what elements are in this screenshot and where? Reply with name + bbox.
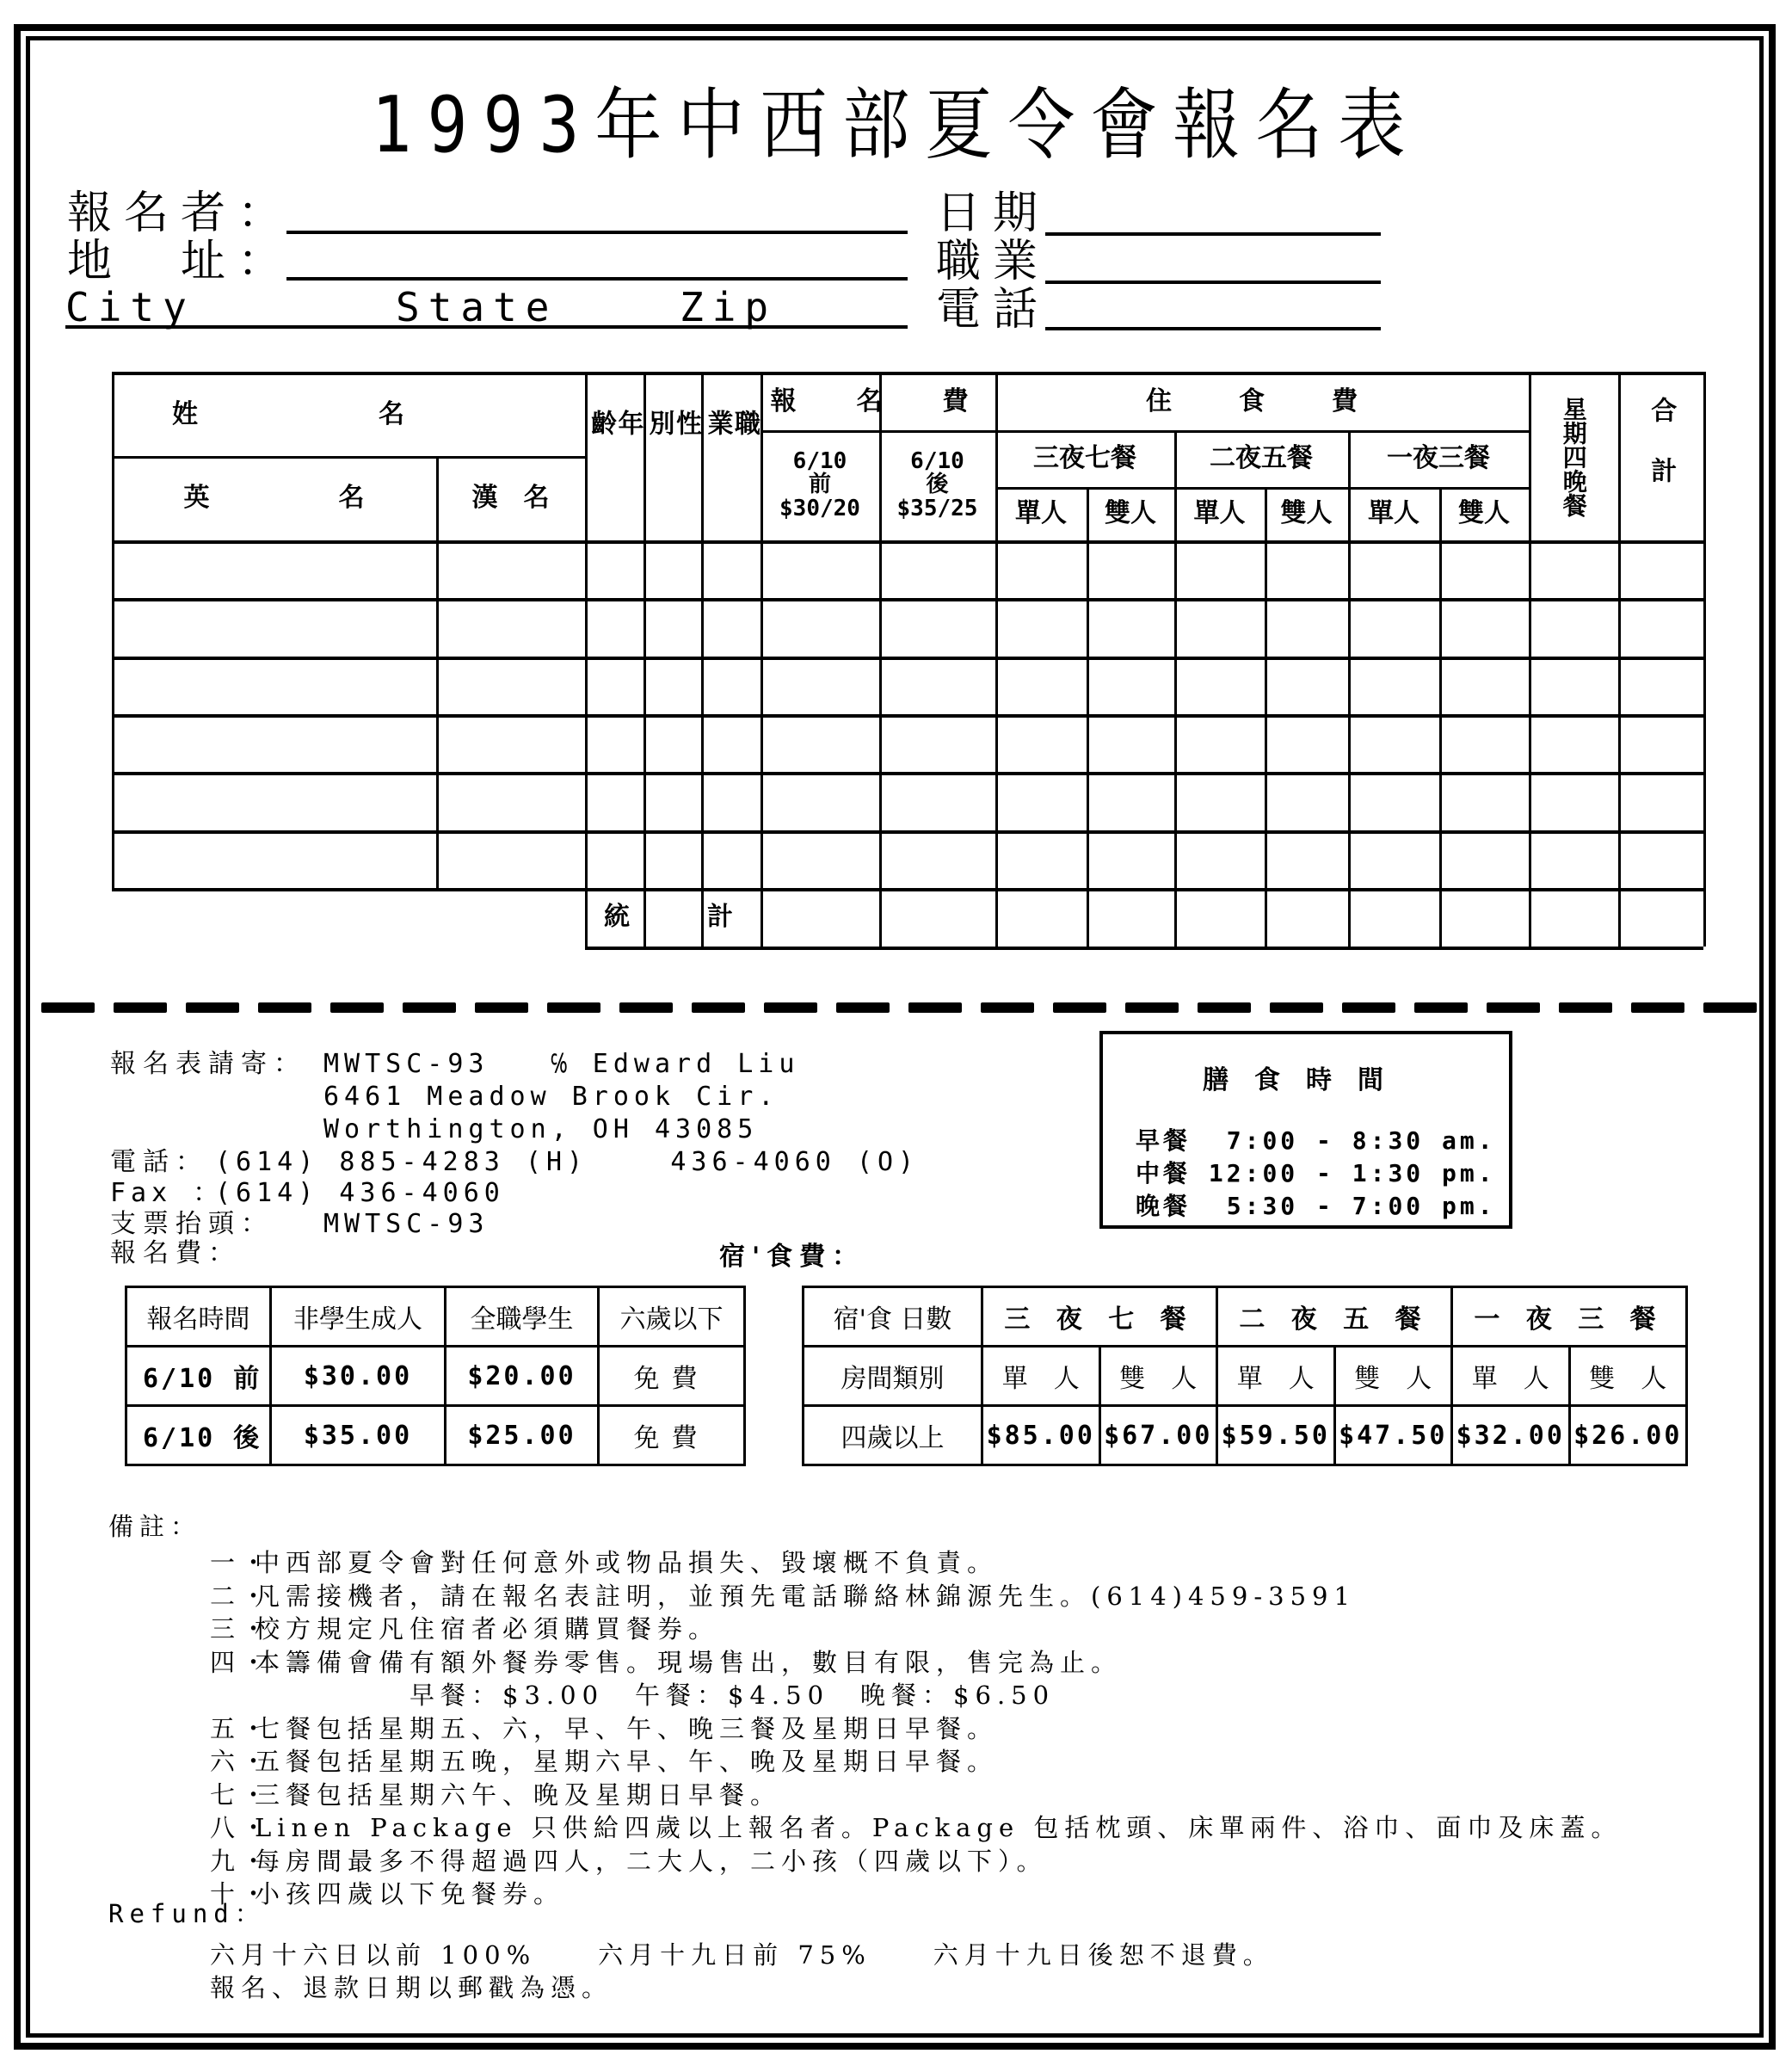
single-header: 單人 [1015, 498, 1067, 529]
entry-cell[interactable] [761, 830, 879, 888]
dash-segment [114, 1002, 167, 1013]
entry-cell[interactable] [1529, 598, 1618, 656]
grid-line [1265, 487, 1267, 947]
grid-line [1174, 430, 1177, 947]
grid-line [112, 714, 1703, 718]
summary-cell[interactable] [879, 888, 995, 947]
entry-cell[interactable] [585, 598, 644, 656]
note-item [210, 1813, 1623, 1842]
entry-cell[interactable] [1174, 714, 1265, 772]
dash-segment [1703, 1002, 1757, 1013]
date-label: 日期 [936, 188, 1050, 239]
price-cell: $32.00 [1452, 1406, 1570, 1465]
reg-fee-label: 報名費： [110, 1238, 241, 1268]
entry-cell[interactable] [1439, 657, 1529, 714]
grid-line [1529, 372, 1531, 947]
grid-line [112, 888, 1703, 891]
entry-cell[interactable] [701, 830, 761, 888]
entry-cell[interactable] [1439, 540, 1529, 598]
dash-segment [1125, 1002, 1179, 1013]
dash-segment [764, 1002, 817, 1013]
note-text: 校方規定凡住宿者必須購買餐券。 [255, 1614, 720, 1644]
double-header: 雙人 [1105, 498, 1156, 529]
entry-cell[interactable] [112, 714, 436, 772]
meal-time: 5:30 - 7:00 pm. [1208, 1192, 1496, 1220]
entry-cell[interactable] [1174, 598, 1265, 656]
board-fee-label: 宿'食費： [719, 1242, 865, 1272]
meal-name: 中餐 [1136, 1159, 1192, 1187]
cell: 6/10 後 [126, 1406, 271, 1465]
grid-line [1618, 372, 1621, 947]
entry-cell[interactable] [995, 598, 1087, 656]
header-cell: 宿'食 日數 [804, 1287, 982, 1347]
note-item [210, 1647, 1123, 1677]
table-row [804, 1347, 1687, 1406]
entry-cell[interactable] [1265, 598, 1348, 656]
note-item [210, 1548, 999, 1577]
dash-segment [258, 1002, 311, 1013]
note-number: 一・ [210, 1548, 273, 1577]
entry-cell[interactable] [1439, 714, 1529, 772]
grid-line [761, 372, 763, 947]
dash-segment [1631, 1002, 1684, 1013]
entry-cell[interactable] [1618, 830, 1703, 888]
grid-line [112, 372, 114, 888]
dash-segment [403, 1002, 456, 1013]
entry-cell[interactable] [1618, 657, 1703, 714]
board-fee-header: 住 食 費 [1146, 386, 1378, 417]
entry-cell[interactable] [1348, 714, 1439, 772]
summary-row-label: 統 計 [604, 902, 742, 933]
summary-cell[interactable] [1174, 888, 1265, 947]
refund-line2: 報名、退款日期以郵戳為憑。 [210, 1973, 613, 2002]
dash-segment [186, 1002, 239, 1013]
table-row [804, 1406, 1687, 1465]
entry-cell[interactable] [436, 657, 585, 714]
note-number: 十・ [210, 1879, 273, 1909]
entry-cell[interactable] [644, 540, 701, 598]
dash-segment [908, 1002, 962, 1013]
meal-name: 早餐 [1136, 1126, 1192, 1155]
entry-cell[interactable] [1265, 540, 1348, 598]
fax-value: (614) 436-4060 [215, 1178, 505, 1208]
city-label: City [65, 284, 195, 330]
entry-cell[interactable] [585, 714, 644, 772]
dash-segment [619, 1002, 673, 1013]
notes-label: 備註： [108, 1512, 202, 1541]
cell: 免費 [599, 1347, 745, 1406]
pkg-3n7m-header: 三夜七餐 [1033, 443, 1136, 474]
entry-cell[interactable] [995, 714, 1087, 772]
grid-line [112, 772, 1703, 775]
entry-cell[interactable] [585, 540, 644, 598]
meal-time: 12:00 - 1:30 pm. [1208, 1159, 1496, 1187]
entry-cell[interactable] [1618, 598, 1703, 656]
note-text: 三餐包括星期六午、晚及星期日早餐。 [255, 1779, 782, 1810]
grid-line [644, 372, 646, 947]
meal-name: 晚餐 [1136, 1192, 1192, 1220]
pkg-1n3m-header: 一夜三餐 [1387, 443, 1490, 474]
summary-cell[interactable] [1529, 888, 1618, 947]
package-header: 三 夜 七 餐 [982, 1287, 1217, 1347]
header-cell: 六歲以下 [599, 1287, 745, 1347]
entry-cell[interactable] [761, 772, 879, 829]
grid-line [585, 947, 1703, 950]
summary-cell[interactable] [761, 888, 879, 947]
note-text: 每房間最多不得超過四人，二大人，二小孩（四歲以下）。 [255, 1846, 1048, 1876]
entry-cell[interactable] [879, 830, 995, 888]
dash-segment [1342, 1002, 1395, 1013]
entry-cell[interactable] [995, 657, 1087, 714]
grid-line [436, 456, 439, 888]
entry-cell[interactable] [1618, 772, 1703, 829]
note-text: 七餐包括星期五、六，早、午、晚三餐及星期日早餐。 [255, 1713, 999, 1743]
reg-after-header: 6/10 後 $35/25 [896, 448, 978, 521]
english-name-header: 英 名 [183, 483, 365, 514]
occupation-header: 職業 [702, 410, 760, 504]
cell: $25.00 [446, 1406, 599, 1465]
entry-cell[interactable] [701, 657, 761, 714]
room-type-cell: 雙 人 [1334, 1347, 1452, 1406]
entry-cell[interactable] [879, 714, 995, 772]
price-cell: $85.00 [982, 1406, 1100, 1465]
entry-cell[interactable] [1439, 830, 1529, 888]
note-number: 八・ [210, 1813, 273, 1842]
note-number: 六・ [210, 1747, 273, 1776]
table-row [126, 1406, 745, 1465]
entry-cell[interactable] [1265, 830, 1348, 888]
meal-time-row [1136, 1122, 1496, 1156]
summary-cell[interactable] [1087, 888, 1174, 947]
dash-segment [1559, 1002, 1612, 1013]
entry-cell[interactable] [644, 830, 701, 888]
price-cell: $47.50 [1334, 1406, 1452, 1465]
entry-cell[interactable] [1087, 598, 1174, 656]
note-text: 五餐包括星期五晚，星期六早、午、晚及星期日早餐。 [255, 1747, 999, 1776]
header-cell: 非學生成人 [271, 1287, 446, 1347]
entry-cell[interactable] [1174, 830, 1265, 888]
meal-times-box [1099, 1031, 1512, 1229]
gender-header: 性別 [644, 410, 701, 504]
entry-cell[interactable] [436, 540, 585, 598]
send-to-line1: MWTSC-93 ℅ Edward Liu [323, 1049, 800, 1079]
note-item [210, 1779, 782, 1810]
entry-cell[interactable] [1348, 598, 1439, 656]
entry-cell[interactable] [585, 657, 644, 714]
note-number: 七・ [210, 1779, 273, 1810]
entry-cell[interactable] [436, 714, 585, 772]
header-cell: 全職學生 [446, 1287, 599, 1347]
entry-cell[interactable] [701, 540, 761, 598]
single-header: 單人 [1193, 498, 1246, 529]
note-number: 四・ [210, 1647, 273, 1677]
phone-info-value: (614) 885-4283 (H) 436-4060 (O) [215, 1147, 920, 1177]
entry-cell[interactable] [1087, 830, 1174, 888]
price-cell: $59.50 [1217, 1406, 1335, 1465]
header-cell: 房間類別 [804, 1347, 982, 1406]
grid-line [1439, 487, 1442, 947]
occupation-label: 職業 [936, 236, 1050, 287]
entry-cell[interactable] [1439, 772, 1529, 829]
entry-cell[interactable] [701, 714, 761, 772]
grid-line [995, 372, 998, 947]
room-type-cell: 單 人 [982, 1347, 1100, 1406]
entry-cell[interactable] [1087, 772, 1174, 829]
meal-time-row [1136, 1155, 1496, 1189]
dash-segment [836, 1002, 890, 1013]
entry-cell[interactable] [1265, 714, 1348, 772]
total-header: 合計 [1646, 397, 1677, 517]
note-number: 二・ [210, 1581, 273, 1611]
entry-cell[interactable] [995, 540, 1087, 598]
entry-cell[interactable] [995, 772, 1087, 829]
grid-line [701, 372, 704, 947]
grid-line [112, 456, 585, 459]
table-row [126, 1287, 745, 1347]
entry-cell[interactable] [1348, 657, 1439, 714]
dash-segment [1198, 1002, 1251, 1013]
dash-segment [1487, 1002, 1540, 1013]
phone-info-label: 電話： [110, 1147, 208, 1177]
note-text: 本籌備會備有額外餐券零售。現場售出，數目有限，售完為止。 [255, 1647, 1123, 1677]
entry-cell[interactable] [1529, 540, 1618, 598]
grid-line [112, 657, 1703, 660]
entry-cell[interactable] [1348, 772, 1439, 829]
dash-segment [1414, 1002, 1468, 1013]
room-type-cell: 雙 人 [1569, 1347, 1687, 1406]
entry-cell[interactable] [1174, 772, 1265, 829]
entry-cell[interactable] [1174, 657, 1265, 714]
room-type-cell: 單 人 [1452, 1347, 1570, 1406]
entry-cell[interactable] [879, 657, 995, 714]
table-row [126, 1347, 745, 1406]
header-cell: 四歲以上 [804, 1406, 982, 1465]
double-header: 雙人 [1458, 498, 1510, 529]
dash-segment [981, 1002, 1034, 1013]
entry-cell[interactable] [585, 772, 644, 829]
grid-line [879, 372, 882, 947]
dash-segment [330, 1002, 384, 1013]
entry-cell[interactable] [644, 772, 701, 829]
name-header [112, 373, 585, 456]
entry-cell[interactable] [1529, 657, 1618, 714]
entry-cell[interactable] [761, 598, 879, 656]
entry-cell[interactable] [644, 598, 701, 656]
entry-cell[interactable] [761, 714, 879, 772]
cell: $35.00 [271, 1406, 446, 1465]
note-item [210, 1713, 999, 1743]
header-cell: 報名時間 [126, 1287, 271, 1347]
dash-segment [1053, 1002, 1106, 1013]
form-title: 1993年中西部夏令會報名表 [371, 81, 1421, 170]
grid-line [112, 372, 1703, 375]
entry-cell[interactable] [436, 830, 585, 888]
entry-cell[interactable] [1618, 714, 1703, 772]
note-item [210, 1749, 998, 1774]
send-to-line2: 6461 Meadow Brook Cir. [323, 1082, 779, 1112]
refund-label: Refund： [108, 1899, 266, 1928]
grid-line [1703, 372, 1706, 947]
note-item [210, 1683, 1055, 1708]
note-number: 三・ [210, 1614, 273, 1644]
zip-label: Zip [680, 284, 778, 330]
cell: $20.00 [446, 1347, 599, 1406]
entry-cell[interactable] [1265, 772, 1348, 829]
entry-cell[interactable] [112, 657, 436, 714]
grid-line [585, 372, 588, 947]
send-to-line3: Worthington, OH 43085 [323, 1114, 759, 1144]
entry-cell[interactable] [1439, 598, 1529, 656]
entry-cell[interactable] [112, 598, 436, 656]
note-text: Linen Package 只供給四歲以上報名者。Package 包括枕頭、床單兩件、浴巾、面巾及床蓋。 [255, 1813, 1623, 1842]
entry-cell[interactable] [761, 657, 879, 714]
phone-field[interactable] [1045, 327, 1381, 330]
grid-line [761, 430, 1529, 433]
grid-line [995, 487, 1529, 490]
chinese-name-header: 漢 名 [471, 483, 550, 514]
single-header: 單人 [1368, 498, 1419, 529]
dash-segment [475, 1002, 528, 1013]
entry-cell[interactable] [1348, 830, 1439, 888]
reg-fee-table [125, 1286, 746, 1466]
entry-cell[interactable] [879, 598, 995, 656]
check-payable-label: 支票抬頭： [110, 1209, 274, 1239]
meal-times-title: 膳食時間 [1203, 1065, 1409, 1095]
note-item [210, 1581, 1356, 1611]
note-item [210, 1846, 1048, 1876]
grid-line [112, 598, 1703, 601]
note-text: 凡需接機者，請在報名表註明，並預先電話聯絡林錦源先生。(614)459-3591 [255, 1581, 1356, 1611]
reg-fee-header: 報 名 費 [770, 386, 986, 417]
entry-cell[interactable] [1529, 772, 1618, 829]
note-text: 中西部夏令會對任何意外或物品損失、毀壞概不負責。 [255, 1548, 999, 1577]
entry-cell[interactable] [1087, 714, 1174, 772]
entry-cell[interactable] [436, 772, 585, 829]
registrant-label: 報名者： [67, 188, 295, 239]
meal-time-row [1136, 1187, 1496, 1222]
summary-cell[interactable] [1439, 888, 1529, 947]
price-cell: $67.00 [1099, 1406, 1217, 1465]
entry-cell[interactable] [995, 830, 1087, 888]
reg-before-header: 6/10 前 $30/20 [779, 448, 860, 521]
cell: 6/10 前 [126, 1347, 271, 1406]
entry-cell[interactable] [1174, 540, 1265, 598]
price-cell: $26.00 [1569, 1406, 1687, 1465]
grid-line [1087, 487, 1089, 947]
entry-cell[interactable] [1529, 830, 1618, 888]
entry-cell[interactable] [112, 772, 436, 829]
cell: $30.00 [271, 1347, 446, 1406]
summary-cell[interactable] [1618, 888, 1703, 947]
grid-line [112, 540, 1703, 544]
entry-cell[interactable] [701, 598, 761, 656]
summary-cell[interactable] [1265, 888, 1348, 947]
package-header: 二 夜 五 餐 [1217, 1287, 1452, 1347]
grid-line [1348, 430, 1351, 947]
entry-cell[interactable] [761, 540, 879, 598]
room-type-cell: 單 人 [1217, 1347, 1335, 1406]
dash-segment [692, 1002, 745, 1013]
grid-line [112, 830, 1703, 834]
entry-cell[interactable] [879, 772, 995, 829]
package-header: 一 夜 三 餐 [1452, 1287, 1687, 1347]
send-to-label: 報名表請寄： [110, 1049, 306, 1079]
dash-segment [1270, 1002, 1323, 1013]
date-field[interactable] [1045, 232, 1381, 236]
occupation-field[interactable] [1045, 281, 1381, 284]
age-header: 年齡 [586, 410, 644, 504]
note-item [210, 1614, 720, 1644]
dash-segment [41, 1002, 95, 1013]
entry-cell[interactable] [1529, 714, 1618, 772]
address-label: 地 址： [67, 236, 295, 287]
refund-line1: 六月十六日以前 100% 六月十九日前 75% 六月十九日後恕不退費。 [210, 1940, 1274, 1970]
name-header-text: 姓 名 [172, 399, 404, 430]
note-number: 九・ [210, 1846, 273, 1876]
entry-cell[interactable] [644, 657, 701, 714]
double-header: 雙人 [1280, 498, 1333, 529]
entry-cell[interactable] [1087, 540, 1174, 598]
room-type-cell: 雙 人 [1099, 1347, 1217, 1406]
dash-segment [547, 1002, 600, 1013]
registrant-field[interactable] [286, 231, 908, 234]
entry-cell[interactable] [701, 772, 761, 829]
entry-cell[interactable] [879, 540, 995, 598]
pkg-2n5m-header: 二夜五餐 [1210, 443, 1313, 474]
table-row [804, 1287, 1687, 1347]
entry-cell[interactable] [112, 830, 436, 888]
cell: 免費 [599, 1406, 745, 1465]
fax-label: Fax ： [110, 1178, 225, 1208]
state-label: State [396, 284, 558, 330]
city-state-zip-field[interactable] [65, 325, 908, 329]
entry-cell[interactable] [112, 540, 436, 598]
summary-cell[interactable] [1348, 888, 1439, 947]
entry-cell[interactable] [436, 598, 585, 656]
entry-cell[interactable] [585, 830, 644, 888]
check-payable-value: MWTSC-93 [323, 1209, 490, 1239]
summary-cell[interactable] [995, 888, 1087, 947]
entry-cell[interactable] [1265, 657, 1348, 714]
board-fee-table [802, 1286, 1688, 1466]
entry-cell[interactable] [644, 714, 701, 772]
meal-time: 7:00 - 8:30 am. [1208, 1126, 1496, 1155]
note-text: 小孩四歲以下免餐券。 [255, 1879, 565, 1909]
entry-cell[interactable] [1618, 540, 1703, 598]
note-text: 早餐：$3.00 午餐：$4.50 晚餐：$6.50 [255, 1681, 1056, 1710]
entry-cell[interactable] [1087, 657, 1174, 714]
note-number: 五・ [210, 1713, 273, 1743]
address-field[interactable] [286, 277, 908, 281]
thursday-dinner-header: 星期四晚餐 [1559, 397, 1588, 517]
entry-cell[interactable] [1348, 540, 1439, 598]
phone-label: 電話 [936, 284, 1050, 336]
